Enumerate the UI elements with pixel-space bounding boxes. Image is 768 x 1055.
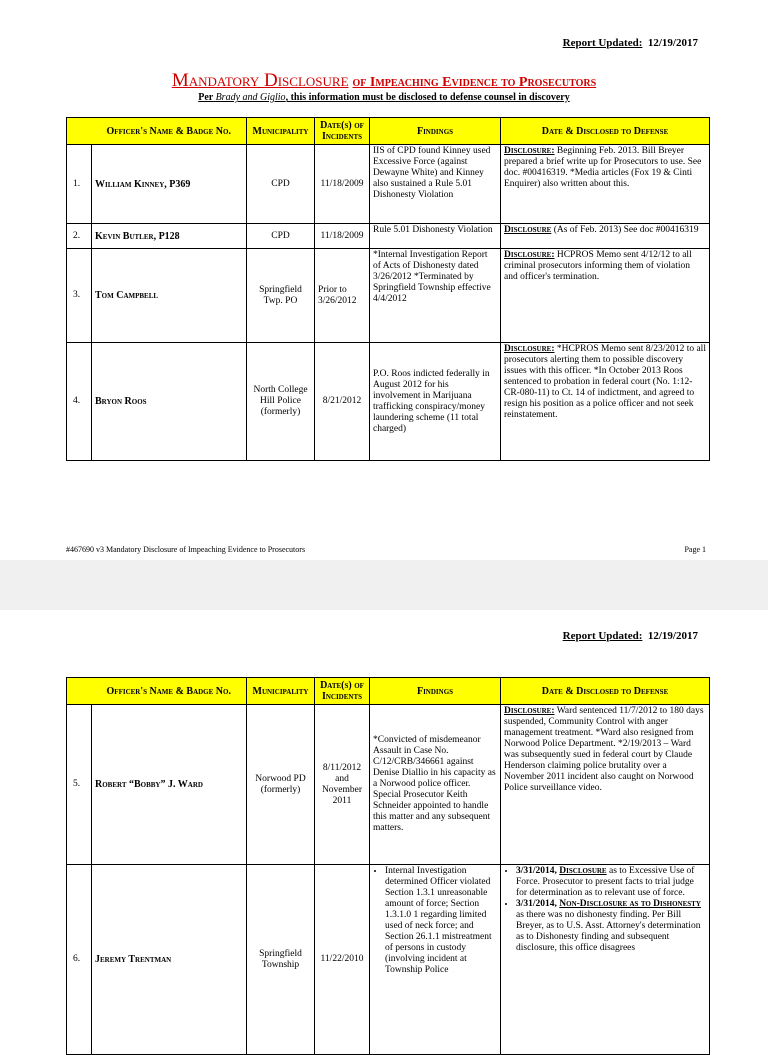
col-header-name: Officer's Name & Badge No. [92, 118, 247, 145]
table-row: 5. Robert “Bobby” J. Ward Norwood PD (formerly) 8/11/2012 and November 2011 *Convicted of misdemeanor Assault in Case No. C/12/CRB/346661 against Denise Diallio in his capacity as a Norwood police officer. Special Prosecutor Keith Schneider appointed to handle this matter and any subsequent matters. Disclosure: Ward sentenced 11/7/2012 to 180 days suspended, Community Control with anger management treatment. *Ward also resigned from Norwood Police Department. *2/19/2013 – Ward was subsequently sued in federal court by Claude Henderson claiming police brutality over a November 2011 incident also caught on Norwood Police surveillance video. [67, 705, 710, 865]
table-header-row [67, 118, 710, 145]
table-row: 3. Tom Campbell Springfield Twp. PO Prior to 3/26/2012 *Internal Investigation Report of Acts of Dishonesty dated 3/26/2012 *Terminated by Springfield Township effective 4/4/2012 Disclosure: HCPROS Memo sent 4/12/12 to all criminal prosecutors informing them of violation and officer's termination. [67, 249, 710, 343]
page-footer: #467690 v3 Mandatory Disclosure of Impeaching Evidence to Prosecutors Page 1 [66, 545, 706, 554]
col-header-name: Officer's Name & Badge No. [92, 678, 247, 705]
col-header-dates: Date(s) of Incidents [315, 118, 370, 145]
document-page-2 [0, 610, 768, 1024]
col-header-dates: Date(s) of Incidents [315, 678, 370, 705]
col-header-disclosed: Date & Disclosed to Defense [501, 678, 710, 705]
col-header-disclosed: Date & Disclosed to Defense [501, 118, 710, 145]
table-row: 1. William Kinney, P369 CPD 11/18/2009 IIS of CPD found Kinney used Excessive Force (against Dewayne White) and Kinney also sustained a Rule 5.01 Dishonesty Violation Disclosure: Beginning Feb. 2013. Bill Breyer prepared a brief write up for Prosecutors to use. See doc. #00416319. *Media articles (Fox 19 & Cinti Enquirer) also written about this. [67, 145, 710, 224]
document-title: Mandatory Disclosure of Impeaching Evidence to Prosecutors [171, 70, 597, 91]
table-header-row [67, 678, 710, 705]
col-header-municipality: Municipality [247, 118, 315, 145]
disclosure-table-1 [66, 117, 710, 461]
document-subtitle: Per Brady and Giglio, this information must be disclosed to defense counsel in discovery [198, 92, 570, 103]
table-row: 2. Kevin Butler, P128 CPD 11/18/2009 Rule 5.01 Dishonesty Violation Disclosure (As of Feb. 2013) See doc #00416319 [67, 224, 710, 249]
col-header-findings: Findings [370, 118, 501, 145]
col-header-findings: Findings [370, 678, 501, 705]
table-row: 6. Jeremy Trentman Springfield Township 11/22/2010 • Internal Investigation determined Officer violated Section 1.3.1 unreasonable amount of force; Section 1.3.1.0 1 regarding limited used of neck force; and Section 26.1.1 mistreatment of persons in custody (involving incident at Township Police • 3/31/2014, Disclosure as to Excessive Use of Force. Prosecutor to present facts to trial judge for determination as to relevant use of force. • 3/31/2014, Non-Disclosure as to Dishonesty as there was no dishonesty finding. Per Bill Breyer, as to U.S. Asst. Attorney's determination as to Dishonesty finding and subsequent disclosure, this office disagrees [67, 865, 710, 1055]
page-gap [0, 560, 768, 610]
report-updated: Report Updated: 12/19/2017 [562, 630, 698, 642]
table-row: 4. Bryon Roos North College Hill Police (formerly) 8/21/2012 P.O. Roos indicted federally in August 2012 for his involvement in Marijuana trafficking conspiracy/money laundering scheme (11 total charged) Disclosure: *HCPROS Memo sent 8/23/2012 to all prosecutors alerting them to possible discovery issues with this officer. *In October 2013 Roos sentenced to probation in federal court (No. 1:12-CR-080-11) to Ct. 14 of indictment, and agreed to resign his position as a police officer and not seek reinstatement. [67, 343, 710, 461]
report-updated: Report Updated: 12/19/2017 [562, 37, 698, 49]
disclosure-table-2 [66, 677, 710, 1055]
col-header-municipality: Municipality [247, 678, 315, 705]
